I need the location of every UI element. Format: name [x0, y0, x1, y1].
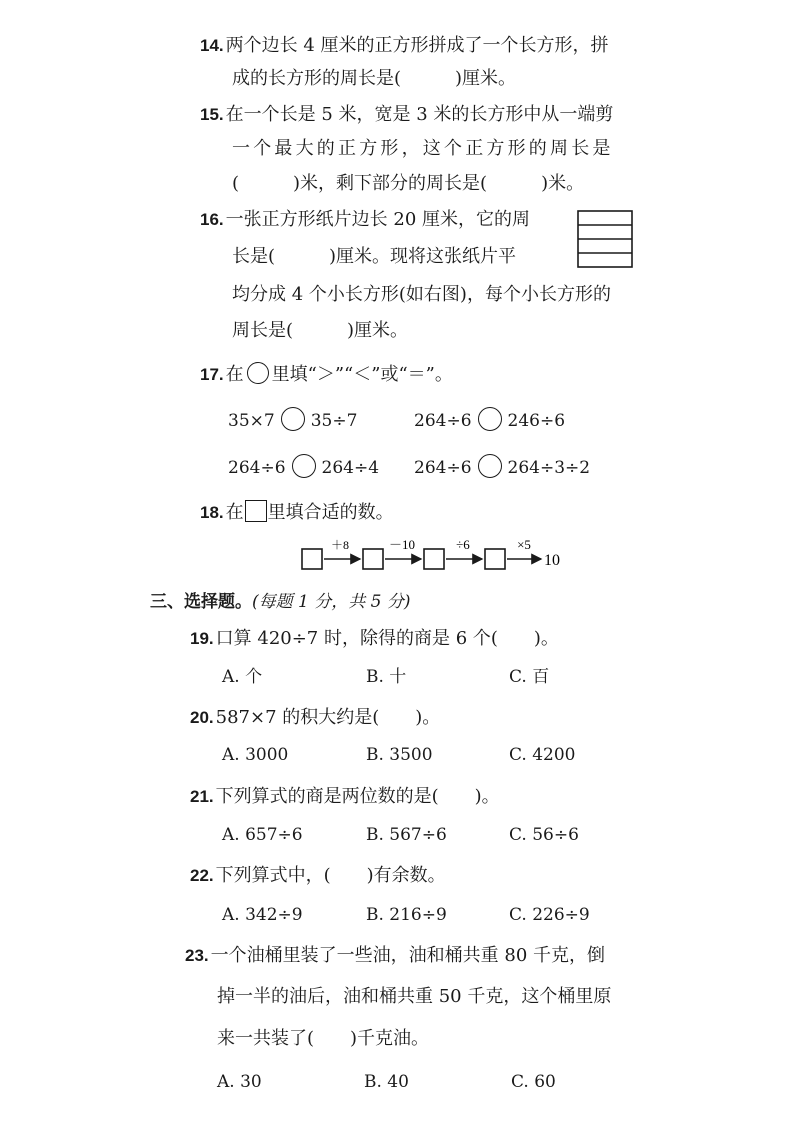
q17-expression-4 — [414, 454, 590, 480]
q19-number: 19. — [190, 629, 214, 648]
expr-right: 35÷7 — [310, 411, 358, 431]
compare-circle[interactable] — [281, 407, 305, 431]
q16-line4: 周长是( )厘米。 — [232, 320, 409, 341]
circle-blank-icon — [247, 362, 269, 384]
q20-option-a[interactable]: A. 3000 — [222, 745, 289, 765]
q23-line1 — [185, 944, 605, 968]
chain-op-3: ÷6 — [456, 537, 470, 552]
q22-number: 22. — [190, 866, 214, 885]
q18-line1 — [200, 500, 394, 525]
q21-number: 21. — [190, 787, 214, 806]
q23-option-a[interactable]: A. 30 — [217, 1072, 262, 1092]
q17-number: 17. — [200, 365, 224, 384]
section-3-heading — [150, 590, 411, 614]
q19-option-c[interactable]: C. 百 — [509, 667, 550, 687]
chain-op-4: ×5 — [517, 537, 531, 552]
q18-suffix: 里填合适的数。 — [267, 502, 394, 523]
q16-line2: 长是( )厘米。现将这张纸片平 — [232, 246, 517, 267]
expr-left: 35×7 — [228, 411, 275, 431]
q22-option-b[interactable]: B. 216÷9 — [366, 905, 447, 925]
q22-option-a[interactable]: A. 342÷9 — [222, 905, 303, 925]
q16-text-1: 一张正方形纸片边长 20 厘米，它的周 — [225, 209, 530, 230]
q19-option-b[interactable]: B. 十 — [366, 667, 407, 687]
chain-result: 10 — [544, 552, 560, 569]
q14-line1 — [200, 34, 609, 58]
chain-op-1: ＋8 — [330, 538, 350, 552]
q19-text: 口算 420÷7 时，除得的商是 6 个( )。 — [215, 628, 559, 649]
q19-line — [190, 627, 559, 651]
q21-option-b[interactable]: B. 567÷6 — [366, 825, 447, 845]
compare-circle[interactable] — [478, 407, 502, 431]
q15-line1 — [200, 103, 613, 127]
operation-chain-diagram — [296, 534, 568, 574]
q17-expression-1 — [228, 407, 357, 433]
q20-option-b[interactable]: B. 3500 — [366, 745, 433, 765]
q23-option-b[interactable]: B. 40 — [364, 1072, 409, 1092]
q16-line3: 均分成 4 个小长方形(如右图)，每个小长方形的 — [232, 284, 611, 305]
chain-box-3[interactable] — [424, 549, 444, 569]
q14-text-1: 两个边长 4 厘米的正方形拼成了一个长方形，拼 — [225, 35, 609, 56]
q17-line1 — [200, 362, 453, 387]
q20-text: 587×7 的积大约是( )。 — [215, 707, 441, 728]
q15-number: 15. — [200, 105, 224, 124]
q21-line — [190, 785, 500, 809]
compare-circle[interactable] — [292, 454, 316, 478]
section-3-note: (每题 1 分，共 5 分) — [252, 592, 411, 612]
expr-left: 264÷6 — [414, 411, 472, 431]
q20-line — [190, 706, 440, 730]
q22-option-c[interactable]: C. 226÷9 — [509, 905, 590, 925]
q23-option-c[interactable]: C. 60 — [511, 1072, 556, 1092]
q17-prefix: 在 — [225, 364, 244, 385]
section-3-title: 三、选择题。 — [150, 592, 252, 611]
expr-left: 264÷6 — [228, 458, 286, 478]
chain-box-2[interactable] — [363, 549, 383, 569]
q17-expression-2 — [414, 407, 565, 433]
compare-circle[interactable] — [478, 454, 502, 478]
q21-option-a[interactable]: A. 657÷6 — [222, 825, 303, 845]
q21-text: 下列算式的商是两位数的是( )。 — [215, 786, 500, 807]
q19-option-a[interactable]: A. 个 — [222, 667, 263, 687]
expr-right: 264÷4 — [321, 458, 380, 478]
q23-text-1: 一个油桶里装了一些油，油和桶共重 80 千克，倒 — [210, 945, 605, 966]
q16-line1 — [200, 208, 530, 232]
q20-option-c[interactable]: C. 4200 — [509, 745, 576, 765]
q16-number: 16. — [200, 210, 224, 229]
q18-prefix: 在 — [225, 502, 244, 523]
q23-line2: 掉一半的油后，油和桶共重 50 千克，这个桶里原 — [217, 986, 612, 1007]
q22-line — [190, 864, 446, 888]
q14-line2: 成的长方形的周长是( )厘米。 — [232, 68, 517, 89]
expr-left: 264÷6 — [414, 458, 472, 478]
q15-line2: 一个最大的正方形，这个正方形的周长是 — [232, 138, 614, 159]
q17-suffix: 里填“＞”“＜”或“＝”。 — [271, 364, 453, 385]
q14-number: 14. — [200, 36, 224, 55]
q22-text: 下列算式中，( )有余数。 — [215, 865, 446, 886]
q23-number: 23. — [185, 946, 209, 965]
expr-right: 246÷6 — [507, 411, 566, 431]
square-paper-figure — [576, 208, 634, 270]
chain-box-4[interactable] — [485, 549, 505, 569]
q15-text-1: 在一个长是 5 米，宽是 3 米的长方形中从一端剪 — [225, 104, 614, 125]
q15-line3: ( )米，剩下部分的周长是( )米。 — [232, 173, 585, 194]
expr-right: 264÷3÷2 — [507, 458, 591, 478]
q23-line3: 来一共装了( )千克油。 — [217, 1028, 430, 1049]
q17-expression-3 — [228, 454, 379, 480]
q20-number: 20. — [190, 708, 214, 727]
chain-box-1[interactable] — [302, 549, 322, 569]
square-blank-icon — [245, 500, 267, 522]
chain-op-2: －10 — [388, 537, 416, 552]
q18-number: 18. — [200, 503, 224, 522]
q21-option-c[interactable]: C. 56÷6 — [509, 825, 579, 845]
